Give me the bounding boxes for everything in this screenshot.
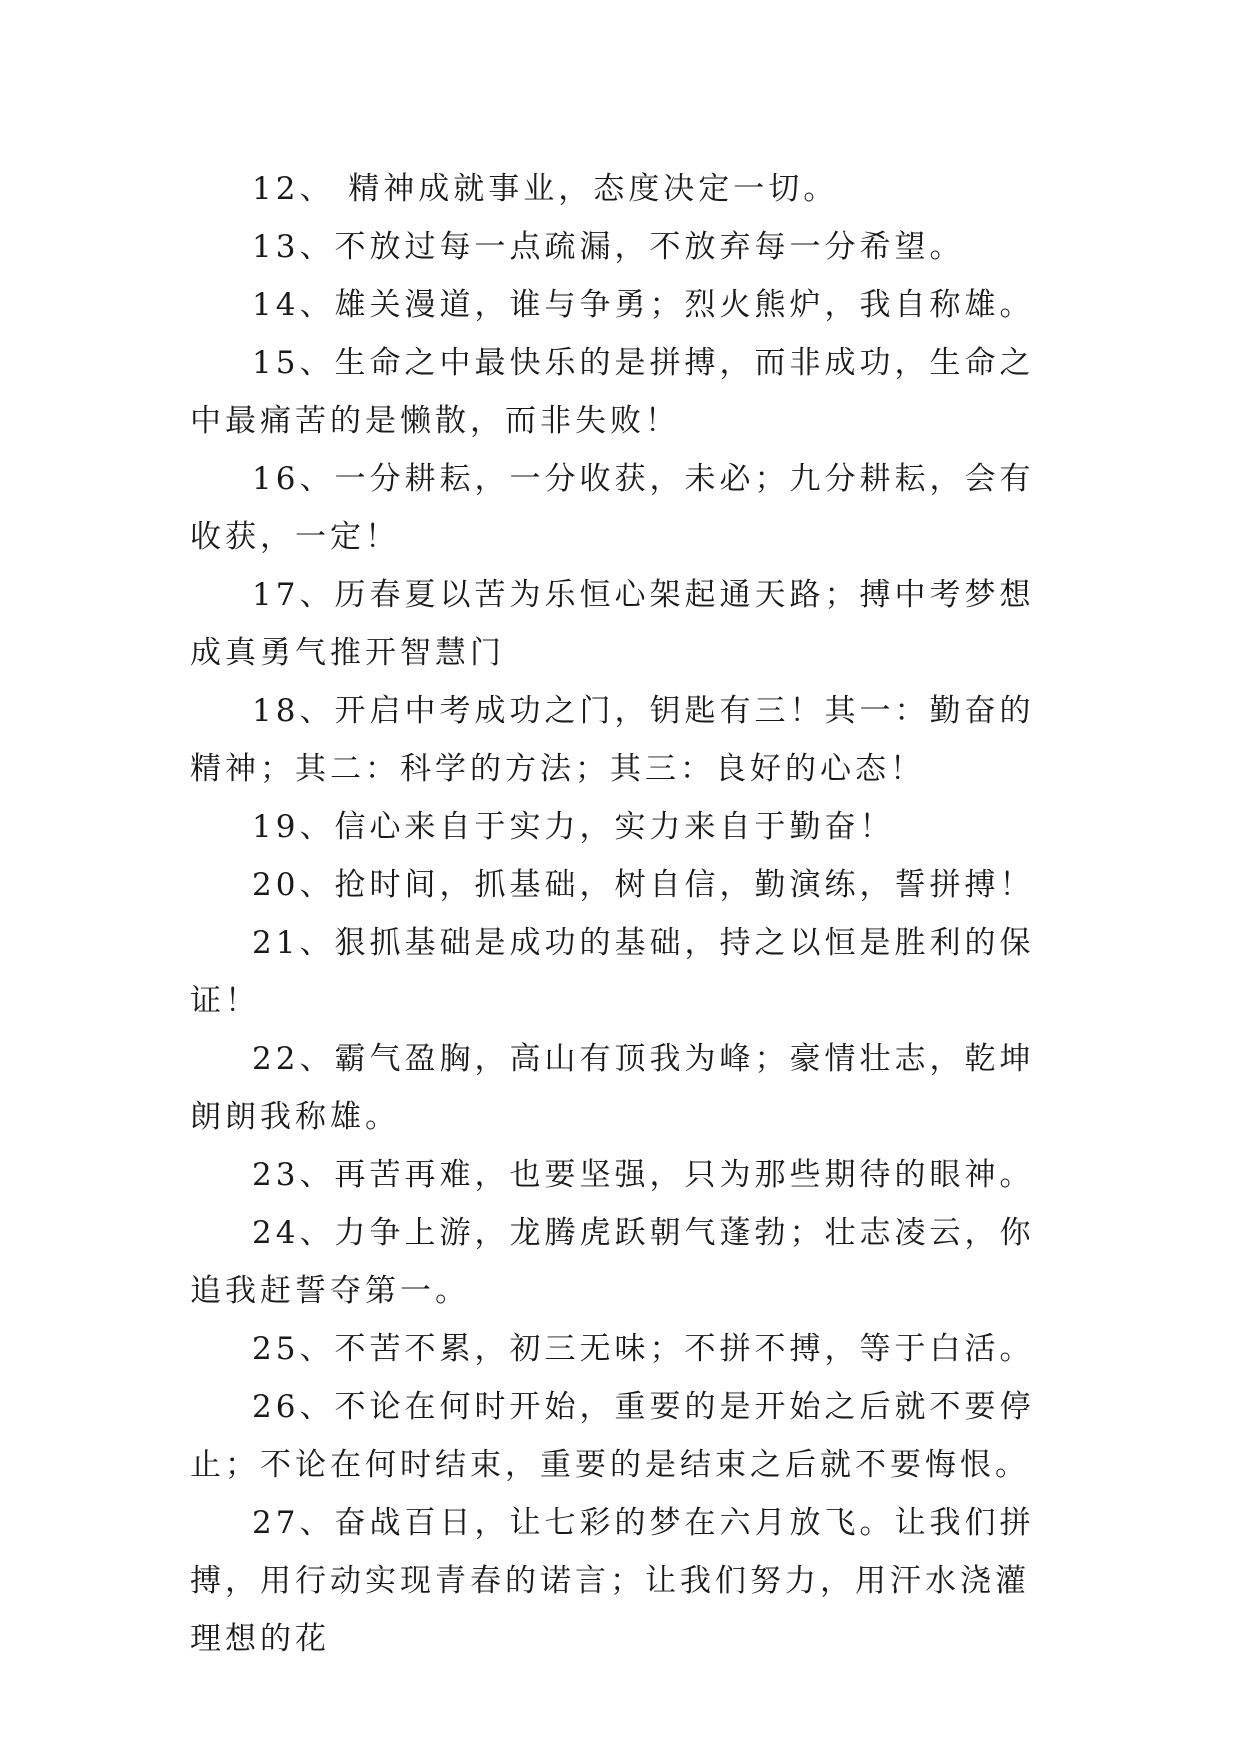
- list-item: 25、不苦不累，初三无味；不拼不搏，等于白活。: [252, 1331, 1035, 1367]
- list-item: 15、生命之中最快乐的是拼搏，而非成功，生命之中最痛苦的是懒散，而非失败！: [190, 345, 1035, 439]
- list-item: 20、抢时间，抓基础，树自信，勤演练，誓拼搏！: [252, 867, 1035, 903]
- list-item: 18、开启中考成功之门，钥匙有三！其一：勤奋的精神；其二：科学的方法；其三：良好的心态！: [190, 693, 1035, 787]
- list-item: 19、信心来自于实力，实力来自于勤奋！: [252, 809, 895, 845]
- list-item: 23、再苦再难，也要坚强，只为那些期待的眼神。: [252, 1157, 1035, 1193]
- list-item: 21、狠抓基础是成功的基础，持之以恒是胜利的保证！: [190, 925, 1035, 1019]
- list-item: 27、奋战百日，让七彩的梦在六月放飞。让我们拼搏，用行动实现青春的诺言；让我们努力，用汗水浇灌理想的花: [190, 1505, 1035, 1657]
- list-item: 17、历春夏以苦为乐恒心架起通天路；搏中考梦想成真勇气推开智慧门: [190, 577, 1035, 671]
- list-item: 14、雄关漫道，谁与争勇；烈火熊炉，我自称雄。: [252, 287, 1035, 323]
- list-item: 16、一分耕耘，一分收获，未必；九分耕耘，会有收获，一定！: [190, 461, 1035, 555]
- list-item: 12、 精神成就事业，态度决定一切。: [252, 171, 839, 207]
- list-item: 22、霸气盈胸，高山有顶我为峰；豪情壮志，乾坤朗朗我称雄。: [190, 1041, 1035, 1135]
- document-body: [190, 160, 1060, 1668]
- list-item: 24、力争上游，龙腾虎跃朝气蓬勃；壮志凌云，你追我赶誓夺第一。: [190, 1215, 1035, 1309]
- list-item: 13、不放过每一点疏漏，不放弃每一分希望。: [252, 229, 965, 265]
- list-item: 26、不论在何时开始，重要的是开始之后就不要停止；不论在何时结束，重要的是结束之后就不要悔恨。: [190, 1389, 1035, 1483]
